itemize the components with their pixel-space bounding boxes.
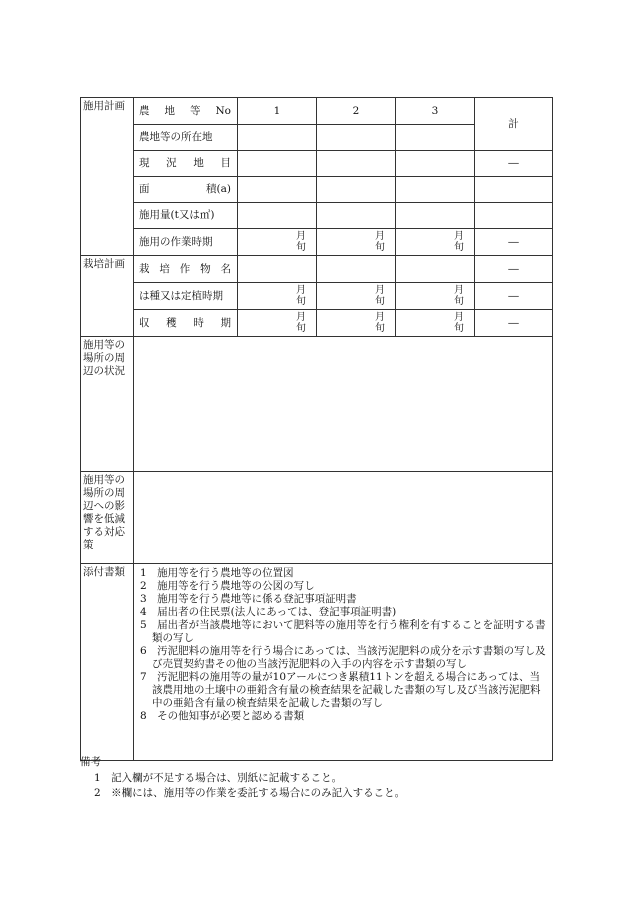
work-period-cell-1[interactable]: 月 旬 — [238, 229, 317, 256]
location-cell-1[interactable] — [238, 125, 317, 151]
note-item: 1 記入欄が不足する場合は、別紙に記載すること。 — [94, 771, 343, 784]
amount-label: 施用量(t又は㎥) — [134, 203, 238, 229]
harvest-cell-2[interactable]: 月 旬 — [317, 310, 396, 337]
sowing-cell-2[interactable]: 月 旬 — [317, 283, 396, 310]
section-cultivation-plan: 栽培計画 — [81, 256, 134, 337]
current-land-label: 現 況 地 目 — [134, 151, 238, 177]
col-number-2: 2 — [317, 98, 396, 125]
section-surroundings: 施用等の場所の周辺の状況 — [81, 337, 134, 472]
location-cell-3[interactable] — [396, 125, 475, 151]
notes-section — [80, 755, 560, 802]
surroundings-field[interactable] — [134, 337, 553, 472]
area-cell-1[interactable] — [238, 177, 317, 203]
crop-cell-2[interactable] — [317, 256, 396, 283]
harvest-cell-1[interactable]: 月 旬 — [238, 310, 317, 337]
attachment-item: 2 施用等を行う農地等の公図の写し — [140, 580, 315, 592]
attachment-item: 1 施用等を行う農地等の位置図 — [140, 567, 294, 579]
col-number-3: 3 — [396, 98, 475, 125]
sowing-total-dash: ― — [475, 283, 553, 310]
area-cell-2[interactable] — [317, 177, 396, 203]
note-item: 2 ※欄には、施用等の作業を委託する場合にのみ記入すること。 — [94, 787, 406, 799]
current-land-cell-2[interactable] — [317, 151, 396, 177]
crop-total-dash: ― — [475, 256, 553, 283]
notes-title: 備考 — [80, 756, 101, 768]
area-cell-3[interactable] — [396, 177, 475, 203]
work-period-total-dash: ― — [475, 229, 553, 256]
location-label: 農地等の所在地 — [134, 125, 238, 151]
work-period-cell-2[interactable]: 月 旬 — [317, 229, 396, 256]
harvest-period-label: 収 穫 時 期 — [134, 310, 238, 337]
total-label: 計 — [475, 98, 553, 151]
sowing-period-label: は種又は定植時期 — [134, 283, 238, 310]
crop-cell-1[interactable] — [238, 256, 317, 283]
crop-name-label: 栽 培 作 物 名 — [134, 256, 238, 283]
location-cell-2[interactable] — [317, 125, 396, 151]
measures-field[interactable] — [134, 472, 553, 564]
attachments-list — [134, 564, 553, 761]
current-land-total-dash: ― — [475, 151, 553, 177]
area-total-cell[interactable] — [475, 177, 553, 203]
work-period-cell-3[interactable]: 月 旬 — [396, 229, 475, 256]
attachment-item: 5 届出者が当該農地等において肥料等の施用等を行う権利を有することを証明する書類の写し — [140, 619, 546, 644]
section-apply-plan: 施用計画 — [81, 98, 134, 256]
attachment-item: 3 施用等を行う農地等に係る登記事項証明書 — [140, 593, 357, 605]
crop-cell-3[interactable] — [396, 256, 475, 283]
current-land-cell-1[interactable] — [238, 151, 317, 177]
amount-total-cell[interactable] — [475, 203, 553, 229]
section-attachments: 添付書類 — [81, 564, 134, 761]
col-number-1: 1 — [238, 98, 317, 125]
attachment-item: 7 汚泥肥料の施用等の量が10アールにつき累積11トンを超える場合にあっては、当該農用地の土壌中の亜鉛含有量の検査結果を記載した書類の写し及び当該汚泥肥料中の亜鉛含有量の検査結果を記載した書類の写し — [140, 671, 541, 709]
area-label: 面 積(a) — [134, 177, 238, 203]
section-measures: 施用等の場所の周辺への影響を低減する対応策 — [81, 472, 134, 564]
current-land-cell-3[interactable] — [396, 151, 475, 177]
amount-cell-2[interactable] — [317, 203, 396, 229]
harvest-cell-3[interactable]: 月 旬 — [396, 310, 475, 337]
work-period-label: 施用の作業時期 — [134, 229, 238, 256]
attachment-item: 4 届出者の住民票(法人にあっては、登記事項証明書) — [140, 606, 397, 618]
application-form-table — [80, 97, 553, 761]
amount-cell-3[interactable] — [396, 203, 475, 229]
farmland-no-label: 農 地 等 No — [134, 98, 238, 125]
amount-cell-1[interactable] — [238, 203, 317, 229]
sowing-cell-1[interactable]: 月 旬 — [238, 283, 317, 310]
attachment-item: 6 汚泥肥料の施用等を行う場合にあっては、当該汚泥肥料の成分を示す書類の写し及び売買契約書その他の当該汚泥肥料の入手の内容を示す書類の写し — [140, 645, 546, 670]
harvest-total-dash: ― — [475, 310, 553, 337]
sowing-cell-3[interactable]: 月 旬 — [396, 283, 475, 310]
attachment-item: 8 その他知事が必要と認める書類 — [140, 710, 305, 722]
